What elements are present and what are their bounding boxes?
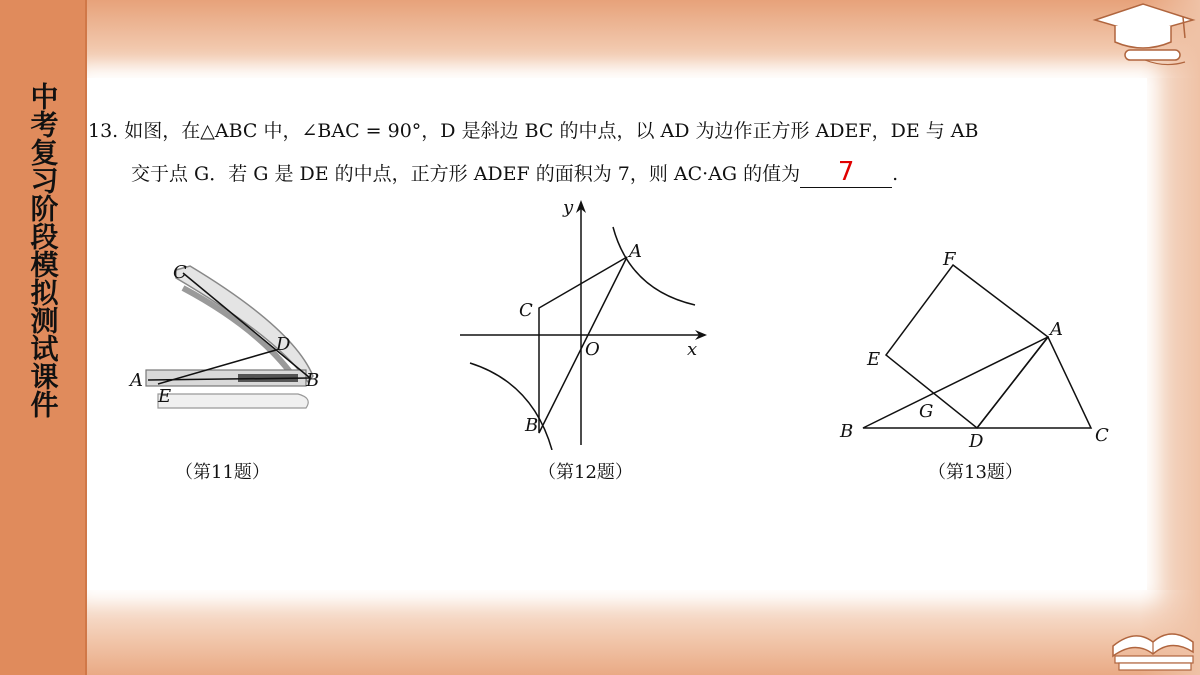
fig13-label-G: G (919, 401, 934, 422)
answer-blank: 7 (800, 159, 892, 188)
question-line-2 (88, 153, 1128, 196)
graduation-cap-diploma-icon (1085, 2, 1200, 72)
question-13 (88, 110, 1128, 196)
fig11-label-B: B (306, 370, 320, 391)
stapler-foot (158, 394, 308, 408)
fig13-label-F: F (943, 249, 956, 270)
figure-11 (128, 258, 328, 428)
fig13-label-C: C (1095, 425, 1109, 446)
bottom-decor-band (87, 590, 1200, 675)
fig13-label-A: A (1050, 319, 1063, 340)
sidebar (0, 0, 87, 675)
open-book-stack-icon (1105, 608, 1200, 675)
triangle-ABC (539, 257, 627, 433)
segment-CB (183, 273, 310, 378)
question-line-1 (88, 110, 1128, 153)
figure-13 (835, 245, 1120, 455)
fig12-label-C: C (519, 300, 533, 321)
triangle-ABC (863, 337, 1091, 428)
caption-fig13: （第13题） (928, 462, 1023, 483)
question-text-line1: 如图，在△ABC 中，∠BAC = 90°，D 是斜边 BC 的中点，以 AD 为边作正方形 ADEF，DE 与 AB (124, 120, 979, 142)
figure-12 (455, 195, 715, 450)
fig13-label-B: B (840, 421, 854, 442)
fig12-label-O: O (585, 339, 600, 360)
fig13-label-D: D (969, 431, 984, 452)
fig11-label-E: E (158, 386, 172, 407)
sidebar-title: 中考复习阶段模拟测试课件 (26, 82, 60, 418)
fig13-label-E: E (867, 349, 881, 370)
square-ADEF (886, 265, 1048, 428)
question-text-line2: 交于点 G．若 G 是 DE 的中点，正方形 ADEF 的面积为 7，则 AC·AG 的值为 (131, 163, 801, 185)
hyperbola-branch-1 (613, 227, 695, 305)
caption-fig11: （第11题） (175, 462, 270, 483)
fig12-label-x: x (687, 339, 698, 360)
top-decor-band (87, 0, 1200, 78)
fig12-label-B: B (525, 415, 539, 436)
fig12-label-A: A (629, 241, 642, 262)
fig11-label-C: C (173, 262, 187, 283)
right-decor-band (1140, 0, 1200, 675)
fig11-label-D: D (276, 334, 291, 355)
fig11-label-A: A (130, 370, 143, 391)
caption-fig12: （第12题） (538, 462, 633, 483)
segment-AD (977, 337, 1048, 428)
question-number: 13. (88, 120, 119, 142)
question-text-end: . (892, 163, 899, 185)
fig12-label-y: y (563, 197, 574, 218)
